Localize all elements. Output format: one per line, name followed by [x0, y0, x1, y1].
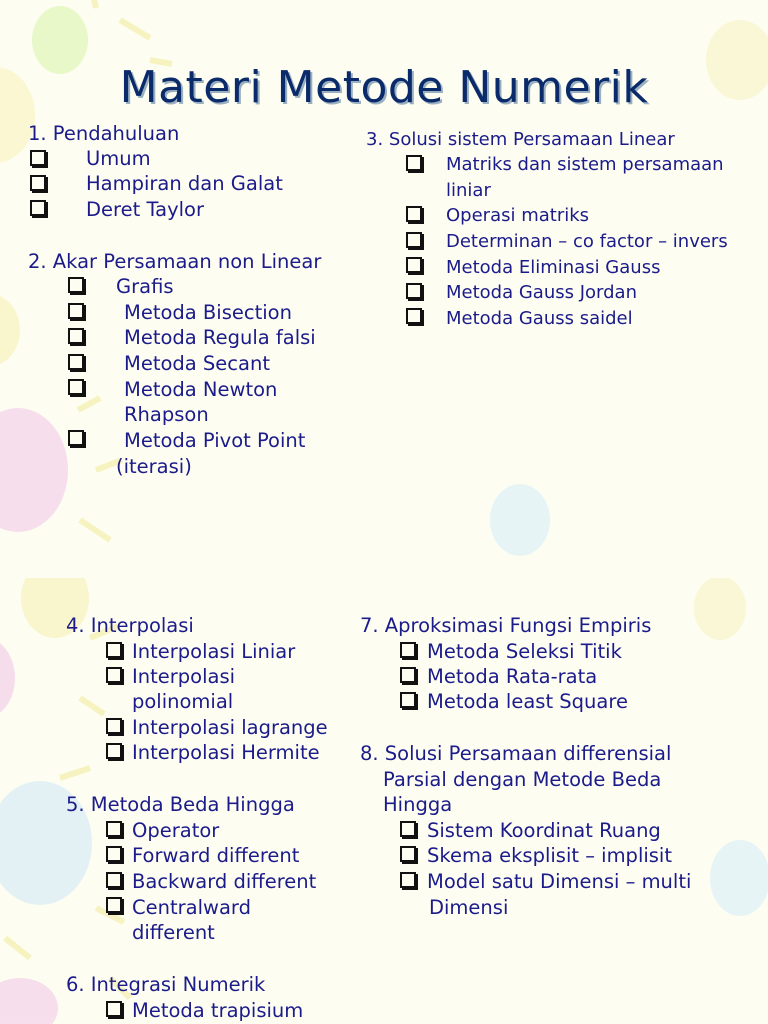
checkbox-bullet-icon: [68, 430, 84, 446]
section-heading: 7. Aproksimasi Fungsi Empiris: [360, 614, 652, 637]
checkbox-bullet-icon: [30, 175, 46, 191]
checkbox-bullet-icon: [68, 379, 84, 395]
list-item: Metoda Gauss Jordan: [446, 282, 637, 303]
list-item: Operasi matriks: [446, 205, 590, 226]
list-item: Metoda Eliminasi Gauss: [446, 257, 661, 278]
checkbox-bullet-icon: [106, 872, 122, 888]
list-item: Umum: [86, 147, 151, 170]
list-item: Interpolasi: [132, 665, 236, 688]
checkbox-bullet-icon: [106, 642, 122, 658]
list-item: Centralward: [132, 896, 251, 919]
checkbox-bullet-icon: [106, 846, 122, 862]
list-item: Metoda Regula falsi: [124, 326, 316, 349]
list-item: Interpolasi lagrange: [132, 716, 328, 739]
section-heading-continuation: Parsial dengan Metode Beda: [383, 768, 662, 791]
section-heading: 3. Solusi sistem Persamaan Linear: [366, 129, 675, 150]
checkbox-bullet-icon: [400, 821, 416, 837]
list-item: Metoda trapisium: [132, 999, 304, 1022]
checkbox-bullet-icon: [106, 1001, 122, 1017]
checkbox-bullet-icon: [400, 846, 416, 862]
checkbox-bullet-icon: [400, 667, 416, 683]
checkbox-bullet-icon: [106, 821, 122, 837]
list-item: Operator: [132, 819, 220, 842]
list-item: Model satu Dimensi – multi: [427, 870, 692, 893]
checkbox-bullet-icon: [106, 897, 122, 913]
checkbox-bullet-icon: [30, 150, 46, 166]
section-heading-continuation: Hingga: [383, 793, 453, 816]
list-item: Deret Taylor: [86, 198, 204, 221]
list-item: Backward different: [132, 870, 317, 893]
list-item: Determinan – co factor – invers: [446, 231, 728, 252]
section-heading: 5. Metoda Beda Hingga: [66, 793, 295, 816]
list-item: Grafis: [116, 275, 174, 298]
list-item: Forward different: [132, 844, 300, 867]
list-item: Metoda Bisection: [124, 301, 292, 324]
checkbox-bullet-icon: [406, 308, 422, 324]
checkbox-bullet-icon: [68, 277, 84, 293]
list-item-continuation: (iterasi): [116, 455, 192, 478]
list-item: Metoda Newton: [124, 378, 278, 401]
list-item-continuation: polinomial: [132, 690, 234, 713]
list-item: Metoda Secant: [124, 352, 270, 375]
list-item: Metoda Pivot Point: [124, 429, 306, 452]
list-item-continuation: Dimensi: [429, 896, 509, 919]
checkbox-bullet-icon: [406, 155, 422, 171]
list-item: Metoda Rata-rata: [427, 665, 598, 688]
checkbox-bullet-icon: [406, 283, 422, 299]
list-item: Skema eksplisit – implisit: [427, 844, 672, 867]
list-item: Interpolasi Liniar: [132, 640, 296, 663]
list-item: Matriks dan sistem persamaan: [446, 154, 724, 175]
checkbox-bullet-icon: [400, 692, 416, 708]
slide-2: [0, 578, 768, 1024]
list-item: Metoda Gauss saidel: [446, 308, 633, 329]
section-heading: 6. Integrasi Numerik: [66, 973, 266, 996]
section-heading: 2. Akar Persamaan non Linear: [28, 250, 322, 273]
checkbox-bullet-icon: [68, 303, 84, 319]
list-item: Metoda Seleksi Titik: [427, 640, 622, 663]
section-heading: 8. Solusi Persamaan differensial: [360, 742, 672, 765]
list-item-continuation: different: [132, 921, 215, 944]
section-heading: 1. Pendahuluan: [28, 122, 180, 145]
checkbox-bullet-icon: [68, 328, 84, 344]
list-item: Metoda least Square: [427, 690, 628, 713]
checkbox-bullet-icon: [406, 232, 422, 248]
checkbox-bullet-icon: [406, 206, 422, 222]
list-item: Interpolasi Hermite: [132, 741, 320, 764]
section-heading: 4. Interpolasi: [66, 614, 194, 637]
checkbox-bullet-icon: [400, 642, 416, 658]
checkbox-bullet-icon: [106, 743, 122, 759]
checkbox-bullet-icon: [106, 718, 122, 734]
checkbox-bullet-icon: [406, 257, 422, 273]
list-item: Hampiran dan Galat: [86, 172, 283, 195]
list-item-continuation: liniar: [446, 180, 491, 201]
checkbox-bullet-icon: [68, 354, 84, 370]
checkbox-bullet-icon: [106, 667, 122, 683]
list-item: Sistem Koordinat Ruang: [427, 819, 661, 842]
list-item-continuation: Rhapson: [124, 403, 209, 426]
slide-title: Materi Metode Numerik: [119, 62, 649, 113]
checkbox-bullet-icon: [30, 200, 46, 216]
checkbox-bullet-icon: [400, 872, 416, 888]
